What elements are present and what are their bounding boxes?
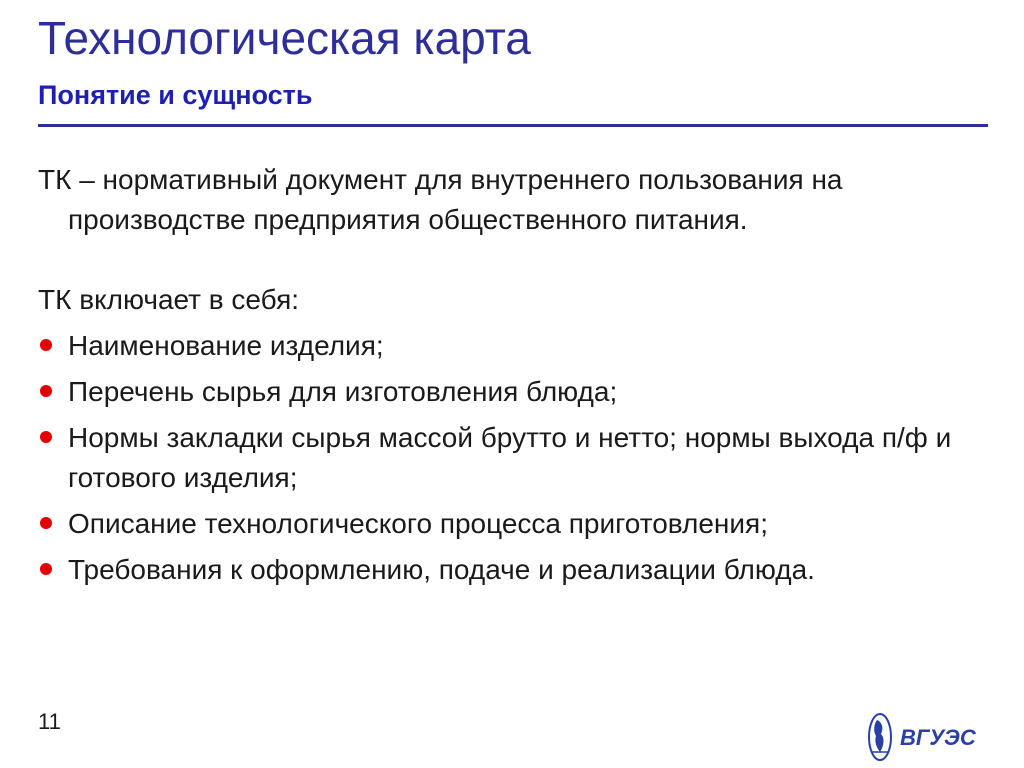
- list-item-text: Перечень сырья для изготовления блюда;: [68, 376, 618, 407]
- logo-emblem-icon: [869, 714, 891, 760]
- list-item-text: Наименование изделия;: [68, 330, 384, 361]
- list-item: [38, 372, 988, 412]
- logo-wordmark: ВГУЭС: [900, 725, 976, 750]
- bullet-icon: [40, 563, 52, 575]
- slide-title: Технологическая карта: [38, 12, 531, 64]
- includes-intro: ТК включает в себя:: [38, 284, 300, 315]
- slide-content: [38, 160, 988, 596]
- list-item: [38, 504, 988, 544]
- bullet-list: [38, 326, 988, 590]
- list-item: [38, 326, 988, 366]
- paragraph-spacer: [38, 240, 988, 280]
- list-item-text: Описание технологического процесса приготовления;: [68, 508, 768, 539]
- bullet-icon: [40, 517, 52, 529]
- bullet-icon: [40, 339, 52, 351]
- title-divider: [38, 124, 988, 127]
- list-item: [38, 418, 988, 498]
- bullet-icon: [40, 431, 52, 443]
- definition-text: ТК – нормативный документ для внутреннего пользования на производстве предприятия общественного питания.: [38, 164, 843, 235]
- vguues-logo: [866, 712, 996, 762]
- page-number: 11: [38, 709, 61, 734]
- slide-subtitle: Понятие и сущность: [38, 80, 313, 110]
- list-item-text: Требования к оформлению, подаче и реализации блюда.: [68, 554, 815, 585]
- list-item: [38, 550, 988, 590]
- bullet-icon: [40, 385, 52, 397]
- list-item-text: Нормы закладки сырья массой брутто и нетто; нормы выхода п/ф и готового изделия;: [68, 422, 952, 493]
